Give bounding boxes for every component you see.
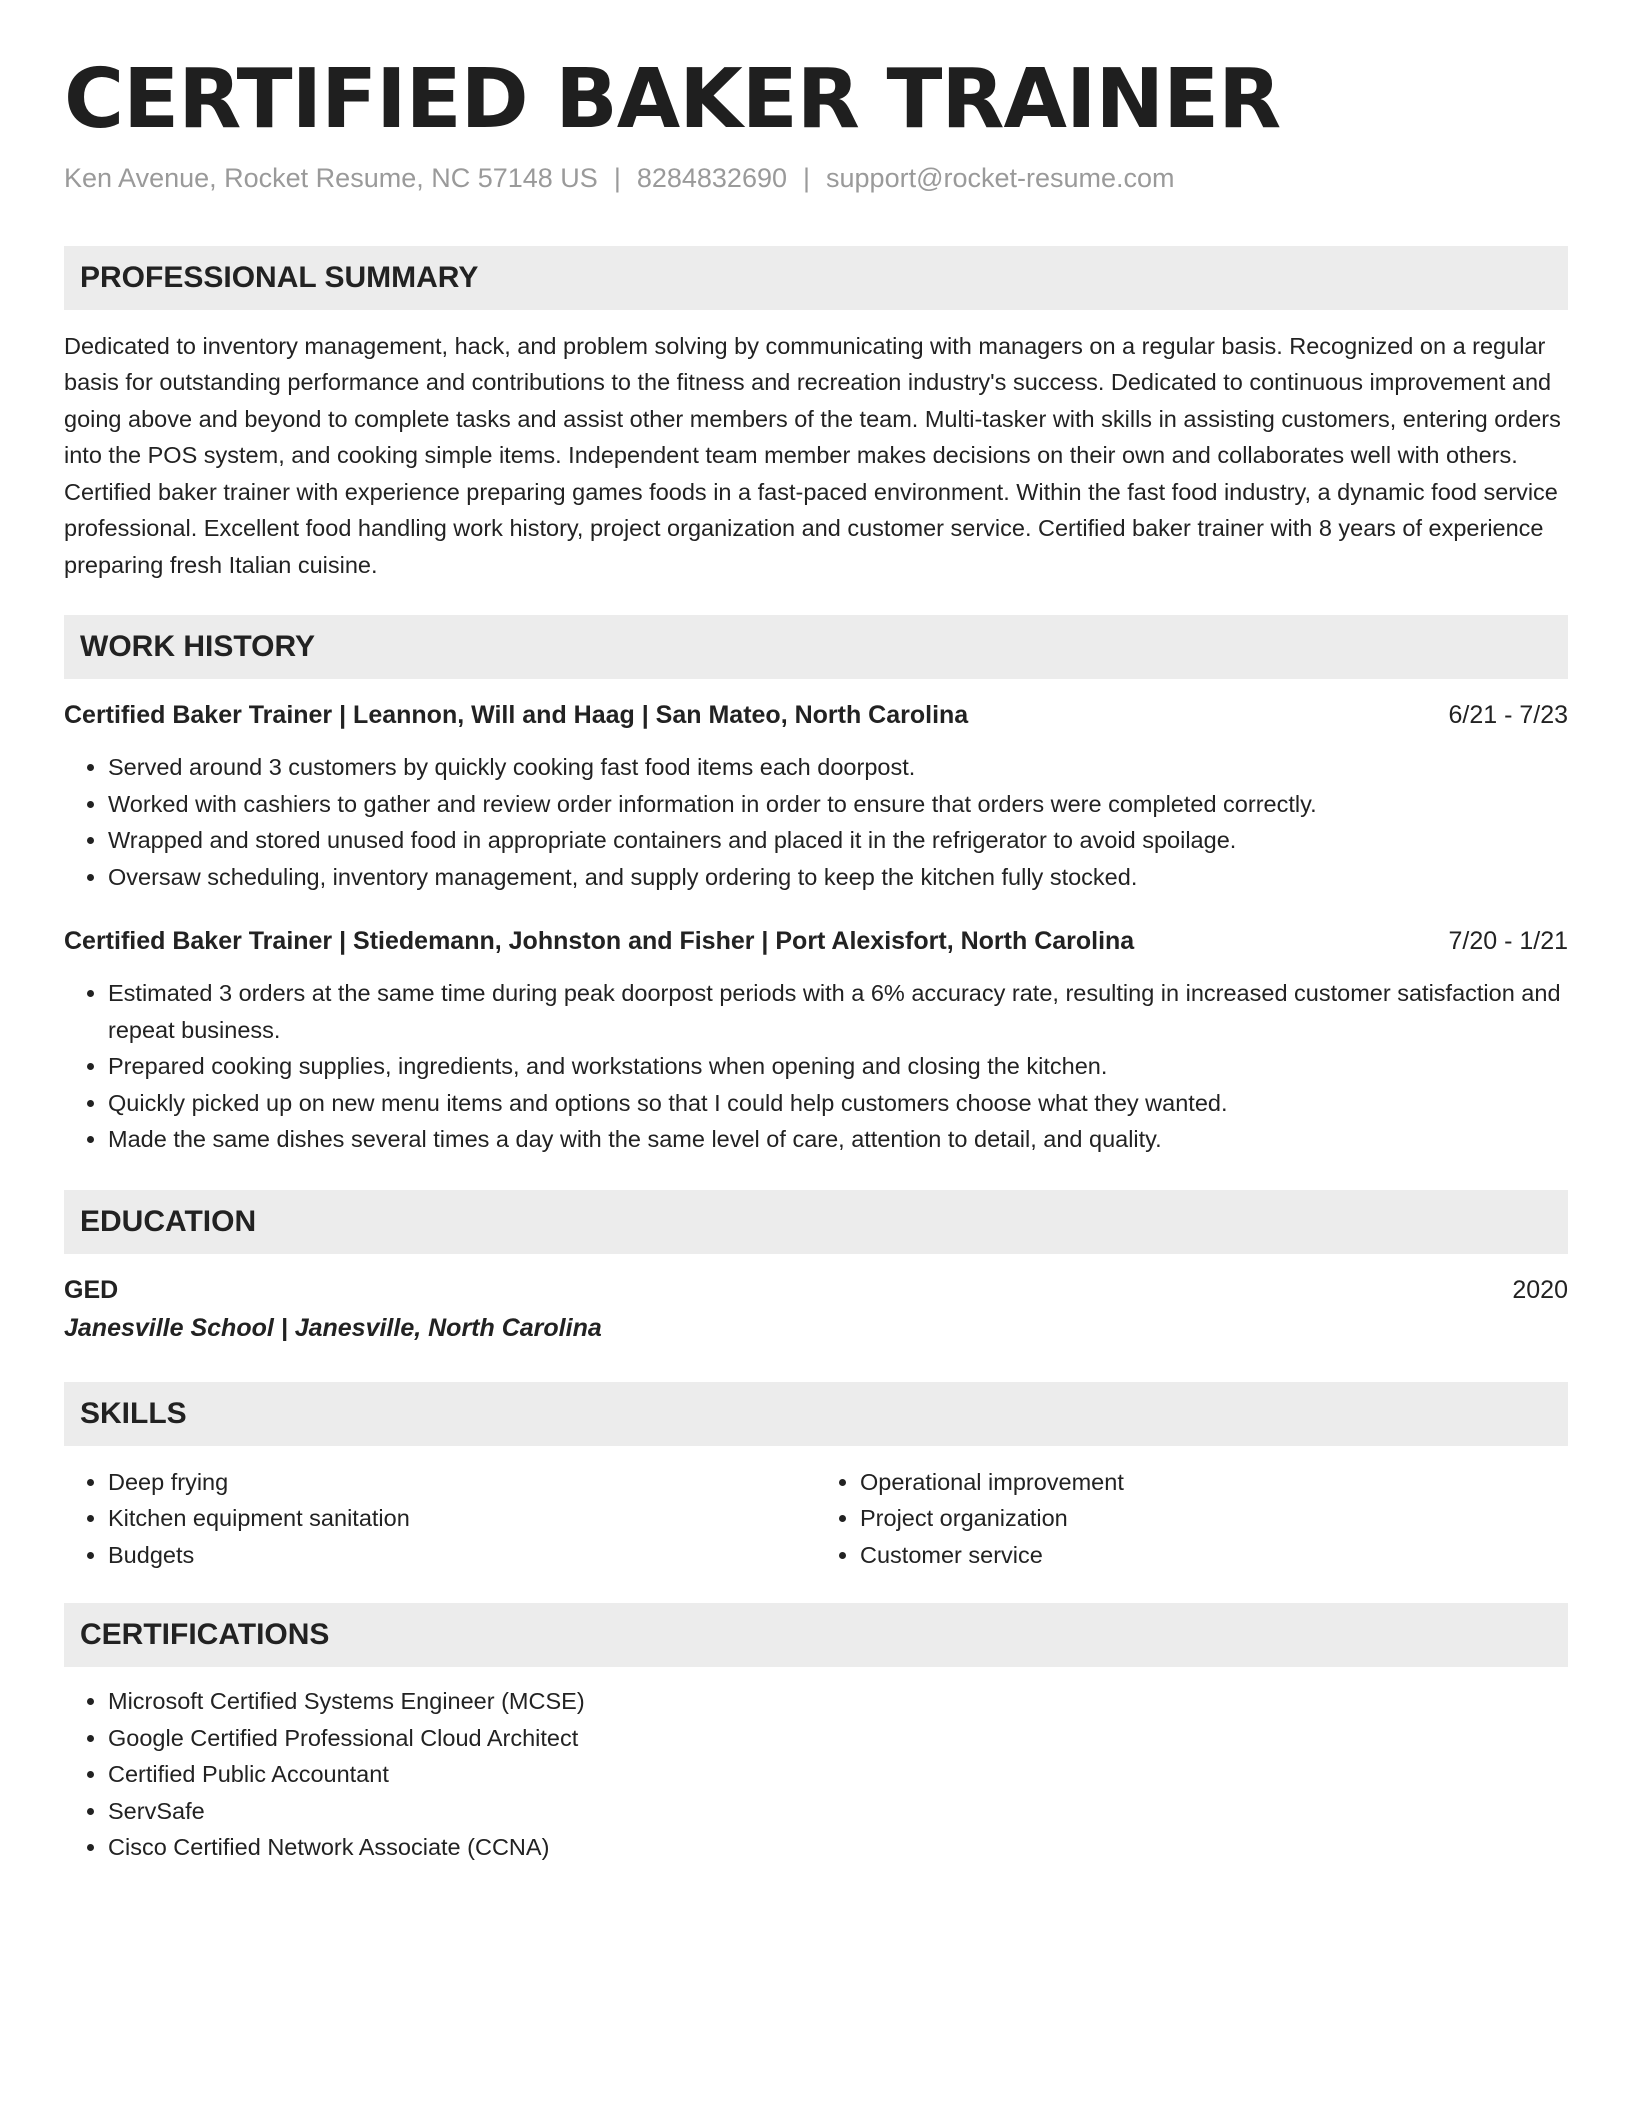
list-item: • Oversaw scheduling, inventory management, and supply ordering to keep the kitchen fully stocked. <box>108 859 1568 896</box>
job-dates: 6/21 - 7/23 <box>1448 701 1568 730</box>
job-bullet-list <box>64 749 1568 895</box>
list-item: • Served around 3 customers by quickly cooking fast food items each doorpost. <box>108 749 1568 786</box>
job-dates: 7/20 - 1/21 <box>1448 927 1568 956</box>
contact-separator: | <box>613 162 621 193</box>
job-title-company: Certified Baker Trainer | Leannon, Will and Haag | San Mateo, North Carolina <box>64 701 969 730</box>
skill-item: • Project organization <box>860 1500 1568 1537</box>
education-section-header: EDUCATION <box>64 1190 1568 1254</box>
certification-item: • Certified Public Accountant <box>108 1756 1568 1793</box>
skill-item: • Kitchen equipment sanitation <box>108 1500 816 1537</box>
certification-item: • ServSafe <box>108 1793 1568 1830</box>
job-heading <box>64 923 1568 959</box>
skills-list-right <box>816 1464 1568 1574</box>
job-heading <box>64 697 1568 733</box>
contact-line <box>64 163 1568 194</box>
certification-item: • Microsoft Certified Systems Engineer (MCSE) <box>108 1683 1568 1720</box>
education-school: Janesville School | Janesville, North Carolina <box>64 1313 602 1342</box>
certifications-list <box>64 1683 1568 1866</box>
work-history-section-header: WORK HISTORY <box>64 615 1568 679</box>
skill-item: • Deep frying <box>108 1464 816 1501</box>
list-item: • Worked with cashiers to gather and review order information in order to ensure that orders were completed correctly. <box>108 786 1568 823</box>
skills-list-left <box>64 1464 816 1574</box>
candidate-name: CERTIFIED BAKER TRAINER <box>64 52 1281 147</box>
contact-phone: 8284832690 <box>636 162 787 193</box>
skill-item: • Operational improvement <box>860 1464 1568 1501</box>
list-item: • Quickly picked up on new menu items and options so that I could help customers choose what they wanted. <box>108 1085 1568 1122</box>
skill-item: • Budgets <box>108 1537 816 1574</box>
skill-item: • Customer service <box>860 1537 1568 1574</box>
contact-separator: | <box>803 162 811 193</box>
education-degree: GED <box>64 1275 119 1304</box>
education-row <box>64 1272 1568 1308</box>
contact-email: support@rocket-resume.com <box>826 162 1175 193</box>
summary-text: Dedicated to inventory management, hack, and problem solving by communicating with managers on a regular basis. Recognized on a regular basis for outstanding performance and contributions to the fitness and recreation industry's success. Dedicated to continuous improvement and going above and beyond to complete tasks and assist other members of the team. Multi-tasker with skills in assisting customers, entering orders into the POS system, and cooking simple items. Independent team member makes decisions on their own and collaborates well with others. Certified baker trainer with experience preparing games foods in a fast-paced environment. Within the fast food industry, a dynamic food service professional. Excellent food handling work history, project organization and customer service. Certified baker trainer with 8 years of experience preparing fresh Italian cuisine. <box>64 332 1561 578</box>
certification-item: • Google Certified Professional Cloud Architect <box>108 1720 1568 1757</box>
skills-columns <box>64 1464 1568 1574</box>
job-bullet-list <box>64 975 1568 1158</box>
summary-section-header: PROFESSIONAL SUMMARY <box>64 246 1568 310</box>
education-year: 2020 <box>1512 1275 1568 1304</box>
job-title-company: Certified Baker Trainer | Stiedemann, Johnston and Fisher | Port Alexisfort, North Carolina <box>64 927 1135 956</box>
certifications-section-header: CERTIFICATIONS <box>64 1603 1568 1667</box>
list-item: • Made the same dishes several times a day with the same level of care, attention to detail, and quality. <box>108 1121 1568 1158</box>
list-item: • Prepared cooking supplies, ingredients, and workstations when opening and closing the kitchen. <box>108 1048 1568 1085</box>
contact-address: Ken Avenue, Rocket Resume, NC 57148 US <box>64 162 598 193</box>
skills-section-header: SKILLS <box>64 1382 1568 1446</box>
list-item: • Estimated 3 orders at the same time during peak doorpost periods with a 6% accuracy rate, resulting in increased customer satisfaction and repeat business. <box>108 975 1568 1048</box>
certification-item: • Cisco Certified Network Associate (CCNA) <box>108 1829 1568 1866</box>
list-item: • Wrapped and stored unused food in appropriate containers and placed it in the refrigerator to avoid spoilage. <box>108 822 1568 859</box>
